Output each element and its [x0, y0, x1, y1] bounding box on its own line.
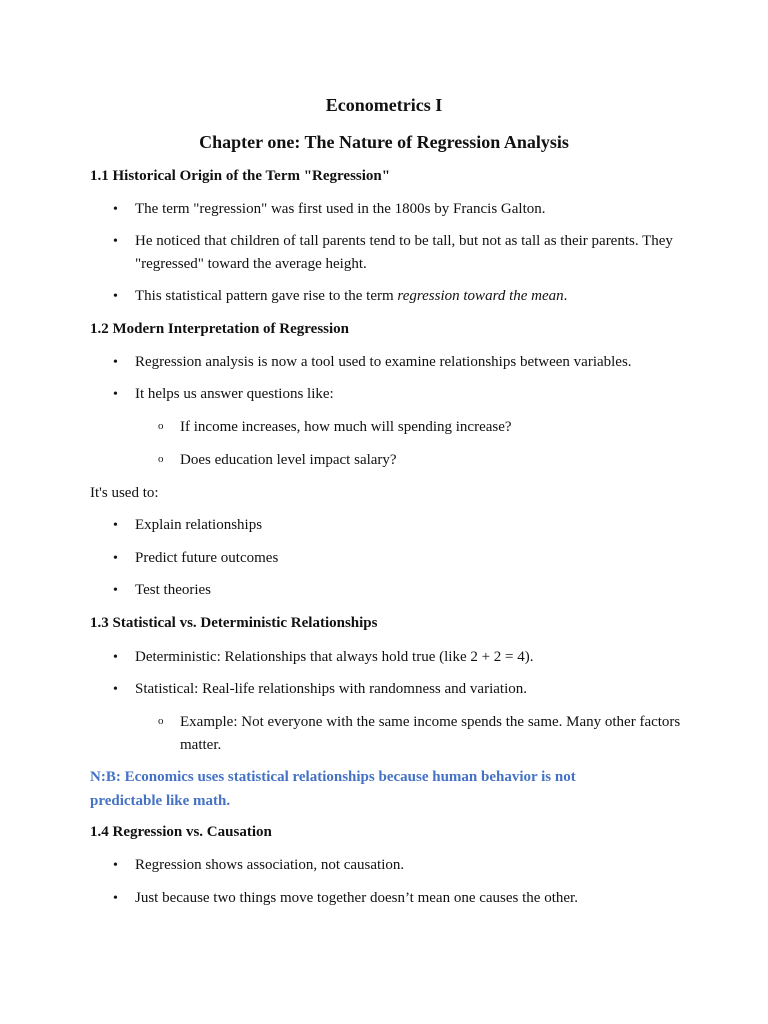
bullet-item: [135, 285, 695, 308]
bullet-item: • Regression analysis is now a tool used to examine relationships between variables.: [135, 351, 695, 374]
bullet-item: • Just because two things move together doesn’t mean one causes the other.: [135, 887, 695, 910]
bullet-item: • Deterministic: Relationships that always hold true (like 2 + 2 = 4).: [135, 646, 695, 669]
bullet-item: • The term "regression" was first used in the 1800s by Francis Galton.: [135, 198, 695, 221]
sub-bullet-item: o Does education level impact salary?: [180, 449, 690, 472]
bullet-text: This statistical pattern gave rise to the term: [135, 288, 398, 304]
document-title: Econometrics I: [325, 95, 443, 115]
emphasized-term: regression toward the mean: [397, 288, 564, 304]
note-text: N:B: Economics uses statistical relationships because human behavior is not predictable like math.: [90, 769, 576, 809]
bullet-item: • Predict future outcomes: [135, 547, 695, 570]
bullet-item: • It helps us answer questions like:: [135, 383, 695, 406]
section-heading-1-3: 1.3 Statistical vs. Deterministic Relationships: [90, 615, 378, 631]
bullet-item: • Test theories: [135, 579, 695, 602]
sub-bullet-item: o If income increases, how much will spending increase?: [180, 416, 690, 439]
bullet-item: • Regression shows association, not causation.: [135, 854, 695, 877]
bullet-item: • He noticed that children of tall parents tend to be tall, but not as tall as their parents. They "regressed" toward the average height.: [135, 230, 695, 276]
bullet-item: • Statistical: Real-life relationships with randomness and variation.: [135, 678, 695, 701]
paragraph: It's used to:: [90, 485, 159, 501]
section-heading-1-1: 1.1 Historical Origin of the Term "Regression": [90, 168, 391, 184]
section-heading-1-2: 1.2 Modern Interpretation of Regression: [90, 321, 349, 337]
sub-bullet-item: o Example: Not everyone with the same income spends the same. Many other factors matter.: [180, 711, 690, 757]
chapter-title: Chapter one: The Nature of Regression Analysis: [199, 132, 569, 152]
bullet-item: • Explain relationships: [135, 514, 695, 537]
section-heading-1-4: 1.4 Regression vs. Causation: [90, 824, 272, 840]
bullet-text-end: .: [563, 288, 568, 304]
